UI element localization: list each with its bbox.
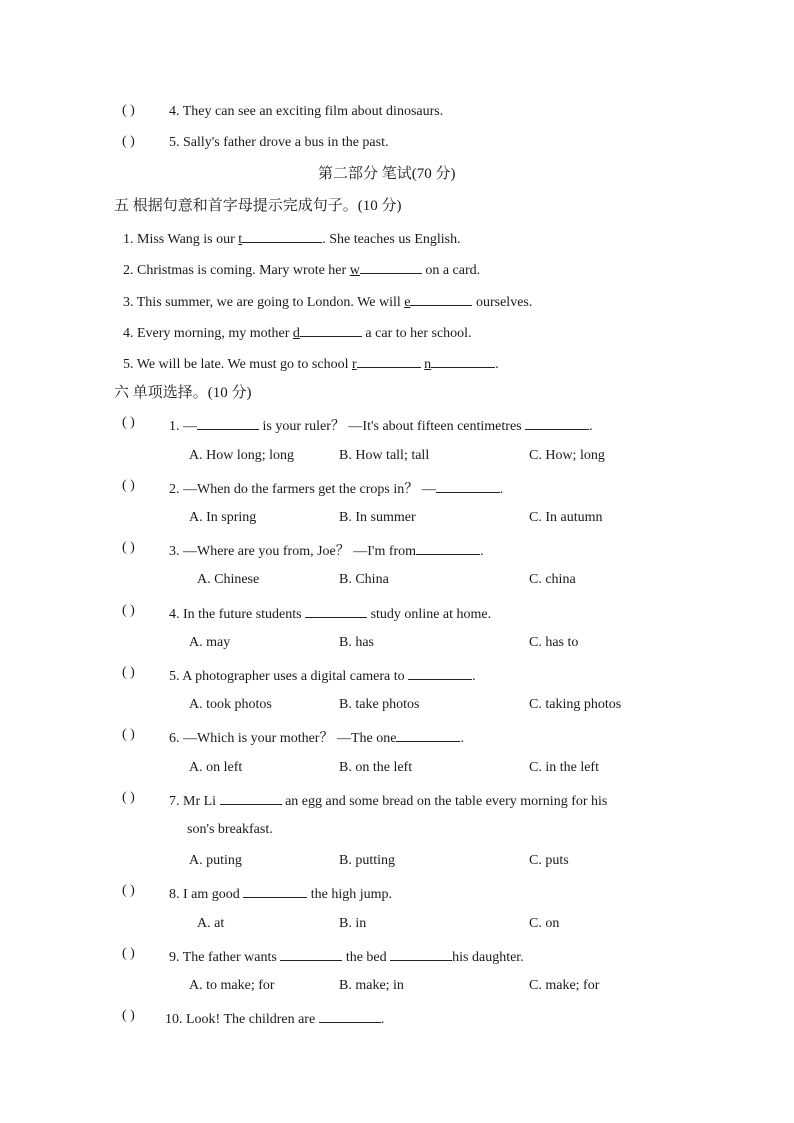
answer-paren[interactable]: ( ): [122, 790, 135, 805]
question-text: 2. —When do the farmers get the crops in？ —: [169, 482, 436, 497]
answer-paren[interactable]: ( ): [122, 1008, 135, 1023]
question-text: .: [499, 482, 504, 497]
question-2: [169, 478, 503, 499]
option-a[interactable]: A. to make; for: [189, 978, 275, 993]
answer-paren[interactable]: ( ): [122, 415, 135, 430]
option-a[interactable]: A. How long; long: [189, 448, 294, 463]
statement-text: 4. They can see an exciting film about dinosaurs.: [169, 104, 444, 119]
blank[interactable]: [220, 790, 282, 805]
blank[interactable]: [416, 540, 480, 555]
question-5: [169, 665, 476, 686]
option-b[interactable]: B. in: [339, 916, 367, 931]
question-3: [169, 540, 484, 561]
section6-heading: 六 单项选择。(10 分): [114, 385, 252, 401]
option-b[interactable]: B. How tall; tall: [339, 448, 430, 463]
question-7-continuation: son's breakfast.: [187, 822, 273, 837]
option-c[interactable]: C. puts: [529, 853, 569, 868]
fill-item-2: [123, 259, 480, 280]
initial-letter: w: [349, 263, 360, 278]
option-c[interactable]: C. has to: [529, 635, 579, 650]
blank[interactable]: [300, 322, 362, 337]
initial-letter: t: [238, 232, 243, 247]
option-c[interactable]: C. on: [529, 916, 560, 931]
option-b[interactable]: B. In summer: [339, 510, 416, 525]
question-1: [169, 415, 593, 436]
answer-paren[interactable]: ( ): [122, 478, 135, 493]
question-text: 6. —Which is your mother？ —The one: [169, 731, 397, 746]
question-text: .: [472, 669, 476, 684]
blank[interactable]: [197, 415, 259, 430]
option-a[interactable]: A. on left: [189, 760, 243, 775]
question-text: .: [380, 1012, 385, 1027]
blank[interactable]: [319, 1008, 381, 1023]
initial-letter: d: [292, 326, 300, 341]
question-text: study online at home.: [367, 607, 492, 622]
question-text: 7. Mr Li: [169, 794, 220, 809]
blank[interactable]: [305, 603, 367, 618]
fill-item-1: [123, 228, 461, 249]
question-text: .: [480, 544, 484, 559]
question-text: 4. In the future students: [169, 607, 306, 622]
item-text: a car to her school.: [361, 326, 472, 341]
question-text: 5. A photographer uses a digital camera to: [169, 669, 409, 684]
item-text: 5. We will be late. We must go to school: [123, 357, 352, 372]
question-text: .: [460, 731, 464, 746]
section5-heading: 五 根据句意和首字母提示完成句子。(10 分): [114, 198, 402, 214]
option-a[interactable]: A. may: [189, 635, 231, 650]
question-text: 1. —: [169, 419, 197, 434]
option-b[interactable]: B. take photos: [339, 697, 420, 712]
blank[interactable]: [357, 353, 421, 368]
question-text: an egg and some bread on the table every morning for his: [281, 794, 608, 809]
question-text: 10. Look! The children are: [165, 1012, 319, 1027]
question-text: the high jump.: [307, 887, 393, 902]
option-c[interactable]: C. china: [529, 572, 576, 587]
option-b[interactable]: B. putting: [339, 853, 396, 868]
answer-paren[interactable]: ( ): [122, 134, 135, 149]
option-a[interactable]: A. puting: [189, 853, 242, 868]
blank[interactable]: [242, 228, 322, 243]
option-b[interactable]: B. has: [339, 635, 374, 650]
option-b[interactable]: B. China: [339, 572, 389, 587]
option-a[interactable]: A. In spring: [189, 510, 257, 525]
answer-paren[interactable]: ( ): [122, 946, 135, 961]
initial-letter: r: [351, 357, 357, 372]
option-a[interactable]: A. took photos: [189, 697, 272, 712]
question-text: the bed: [342, 950, 391, 965]
blank[interactable]: [410, 291, 472, 306]
item-text: 2. Christmas is coming. Mary wrote her: [123, 263, 350, 278]
option-a[interactable]: A. Chinese: [197, 572, 260, 587]
question-text: his daughter.: [452, 950, 524, 965]
answer-paren[interactable]: ( ): [122, 540, 135, 555]
option-c[interactable]: C. How; long: [529, 448, 605, 463]
question-text: is your ruler？ —It's about fifteen centimetres: [259, 419, 526, 434]
item-text: .: [495, 357, 499, 372]
question-10: [165, 1008, 384, 1029]
option-c[interactable]: C. make; for: [529, 978, 600, 993]
item-text: ourselves.: [472, 295, 533, 310]
question-8: [169, 883, 392, 904]
option-c[interactable]: C. taking photos: [529, 697, 622, 712]
question-6: [169, 727, 464, 748]
option-c[interactable]: C. in the left: [529, 760, 599, 775]
answer-paren[interactable]: ( ): [122, 665, 135, 680]
question-text: 3. —Where are you from, Joe？ —I'm from: [169, 544, 417, 559]
blank[interactable]: [390, 946, 452, 961]
fill-item-4: [123, 322, 472, 343]
answer-paren[interactable]: ( ): [122, 883, 135, 898]
blank[interactable]: [243, 883, 307, 898]
blank[interactable]: [396, 727, 460, 742]
initial-letter: n: [424, 357, 432, 372]
blank[interactable]: [431, 353, 495, 368]
option-b[interactable]: B. make; in: [339, 978, 404, 993]
item-text: on a card.: [421, 263, 481, 278]
blank[interactable]: [280, 946, 342, 961]
answer-paren[interactable]: ( ): [122, 727, 135, 742]
item-text: 3. This summer, we are going to London. We will: [123, 295, 405, 310]
blank[interactable]: [408, 665, 472, 680]
blank[interactable]: [436, 478, 500, 493]
answer-paren[interactable]: ( ): [122, 103, 135, 118]
item-text: 4. Every morning, my mother: [123, 326, 293, 341]
statement-text: 5. Sally's father drove a bus in the past.: [169, 135, 389, 150]
option-b[interactable]: B. on the left: [339, 760, 413, 775]
item-text: . She teaches us English.: [322, 232, 461, 247]
option-a[interactable]: A. at: [197, 916, 225, 931]
initial-letter: e: [404, 295, 411, 310]
question-9: [169, 946, 524, 967]
fill-item-5: [123, 353, 499, 374]
part-title: 第二部分 笔试(70 分): [318, 166, 456, 182]
question-7: [169, 790, 607, 811]
question-4: [169, 603, 491, 624]
answer-paren[interactable]: ( ): [122, 603, 135, 618]
question-text: 8. I am good: [169, 887, 244, 902]
blank[interactable]: [360, 259, 422, 274]
blank[interactable]: [525, 415, 589, 430]
item-text: 1. Miss Wang is our: [123, 232, 239, 247]
question-text: 9. The father wants: [169, 950, 281, 965]
option-c[interactable]: C. In autumn: [529, 510, 603, 525]
question-text: .: [589, 419, 593, 434]
fill-item-3: [123, 291, 532, 312]
